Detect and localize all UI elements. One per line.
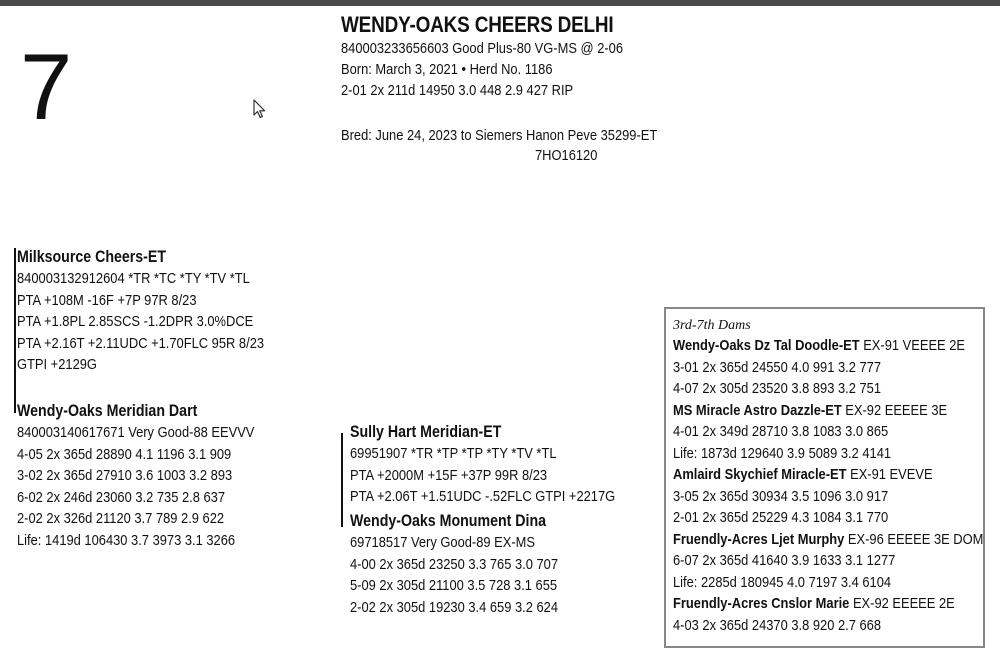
sire-line: 840003132912604 *TR *TC *TY *TV *TL [17,270,250,287]
dam-entry-score: EX-92 EEEEE 2E [849,595,955,612]
breeding-info [341,126,709,166]
sire-connector [14,248,16,412]
mouse-cursor-icon [253,99,267,119]
dam-line: Life: 1419d 106430 3.7 3973 3.1 3266 [17,531,236,549]
maternal-granddam-block [350,510,592,618]
dam-entry-record: Life: 2285d 180945 4.0 7197 3.4 6104 [673,573,892,591]
dams-box [664,307,985,648]
maternal-grandsire-name: Sully Hart Meridian-ET [350,423,502,441]
dam-entry-record: 4-01 2x 349d 28710 3.8 1083 3.0 865 [673,423,889,440]
dam-entry-name: MS Miracle Astro Dazzle-ET [673,401,842,419]
animal-name: WENDY-OAKS CHEERS DELHI [341,12,614,37]
maternal-granddam-line: 2-02 2x 305d 19230 3.4 659 3.2 624 [350,598,559,616]
dam-line: 3-02 2x 365d 27910 3.6 1003 3.2 893 [17,467,233,484]
dam-line: 2-02 2x 326d 21120 3.7 789 2.9 622 [17,510,225,527]
dam-entry-score: EX-92 EEEEE 3E [841,401,948,419]
window-top-bar [0,0,1000,6]
sire-line: PTA +1.8PL 2.85SCS -1.2DPR 3.0%DCE [17,313,254,330]
dam-entry-name: Amlaird Skychief Miracle-ET [673,466,847,483]
sire-name: Milksource Cheers-ET [17,248,167,266]
service-sire-code: 7HO16120 [535,147,598,164]
maternal-grandsire-line: PTA +2000M +15F +37P 99R 8/23 [350,466,548,484]
sire-line: PTA +2.16T +2.11UDC +1.70FLC 95R 8/23 [17,334,265,352]
maternal-grandsire-block [350,421,658,508]
sire-line: PTA +108M -16F +7P 97R 8/23 [17,291,197,309]
registration-line: 840003233656603 Good Plus-80 VG-MS @ 2-06 [341,40,624,57]
maternal-grandsire-line: PTA +2.06T +1.51UDC -.52FLC GTPI +2217G [350,488,616,505]
dam-line: 6-02 2x 246d 23060 3.2 735 2.8 637 [17,488,226,506]
born-line: Born: March 3, 2021 • Herd No. 1186 [341,61,553,78]
dams-box-title: 3rd-7th Dams [673,318,751,333]
sire-block [17,246,304,376]
dam-entry-record: 6-07 2x 365d 41640 3.9 1633 3.1 1277 [673,552,896,569]
maternal-granddam-line: 69718517 Very Good-89 EX-MS [350,534,536,551]
dam-line: 840003140617671 Very Good-88 EEVVV [17,424,255,441]
dam-name: Wendy-Oaks Meridian Dart [17,402,198,420]
lot-number: 7 [20,34,73,139]
dam-entry-name: Fruendly-Acres Ljet Murphy [673,530,845,548]
dam-entry-record: 2-01 2x 365d 25229 4.3 1084 3.1 770 [673,509,889,526]
dam-entry-record: 4-07 2x 305d 23520 3.8 893 3.2 751 [673,380,882,397]
dam-connector [14,399,16,413]
dam-entry-record: 3-05 2x 365d 30934 3.5 1096 3.0 917 [673,487,889,505]
bred-line: Bred: June 24, 2023 to Siemers Hanon Peve 35299-ET [341,127,658,144]
dam-entry-record: Life: 1873d 129640 3.9 5089 3.2 4141 [673,444,892,462]
dam-entry-name: Wendy-Oaks Dz Tal Doodle-ET [673,337,860,354]
maternal-grandsire-line: 69951907 *TR *TP *TP *TY *TV *TL [350,445,557,462]
dam-entry-score: EX-91 EVEVE [846,466,933,483]
production-record: 2-01 2x 211d 14950 3.0 448 2.9 427 RIP [341,82,574,99]
maternal-granddam-name: Wendy-Oaks Monument Dina [350,512,547,530]
dam-entry-score: EX-96 EEEEE 3E DOM [844,530,984,548]
dam-entry-record: 4-03 2x 365d 24370 3.8 920 2.7 668 [673,616,882,634]
maternal-granddam-line: 5-09 2x 305d 21100 3.5 728 3.1 655 [350,577,558,594]
animal-header [341,12,669,101]
dam-entry-score: EX-91 VEEEE 2E [859,337,966,354]
dam-block [17,400,293,551]
maternal-connector [341,433,343,527]
sire-line: GTPI +2129G [17,356,97,373]
dam-entry-name: Fruendly-Acres Cnslor Marie [673,595,850,612]
dam-line: 4-05 2x 365d 28890 4.1 1196 3.1 909 [17,445,232,463]
dam-entry-record: 3-01 2x 365d 24550 4.0 991 3.2 777 [673,358,882,376]
maternal-granddam-line: 4-00 2x 365d 23250 3.3 765 3.0 707 [350,555,559,573]
